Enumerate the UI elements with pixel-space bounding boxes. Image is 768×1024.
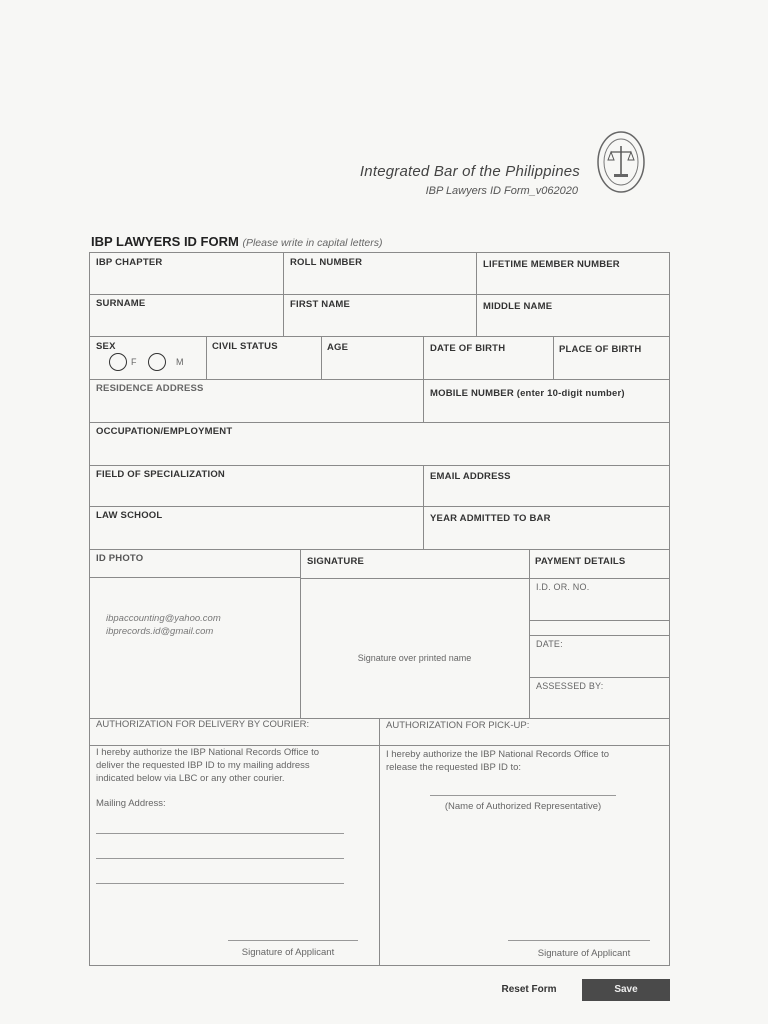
mailing-address-label: Mailing Address: [96, 798, 166, 809]
date-of-birth-field[interactable]: DATE OF BIRTH [430, 343, 506, 354]
ibp-seal-icon [596, 130, 646, 194]
col-divider [206, 336, 207, 379]
col-divider [321, 336, 322, 379]
field-of-specialization-field[interactable]: FIELD OF SPECIALIZATION [96, 469, 225, 480]
lifetime-member-number-field[interactable]: LIFETIME MEMBER NUMBER [483, 259, 620, 270]
representative-name-line[interactable] [430, 795, 616, 796]
row-divider [89, 465, 670, 466]
email-address-field[interactable]: EMAIL ADDRESS [430, 471, 511, 482]
pickup-signature-label: Signature of Applicant [537, 948, 631, 959]
middle-name-field[interactable]: MIDDLE NAME [483, 301, 553, 312]
courier-text-1: I hereby authorize the IBP National Records Office to [96, 747, 320, 758]
col-divider [529, 549, 530, 719]
pickup-heading: AUTHORIZATION FOR PICK-UP: [386, 720, 530, 731]
courier-signature-line[interactable] [228, 940, 358, 941]
save-button[interactable]: Save [582, 979, 670, 1001]
row-divider [89, 294, 670, 295]
payment-divider [529, 677, 670, 678]
sex-male-label: M [176, 357, 184, 367]
courier-signature-label: Signature of Applicant [241, 947, 335, 958]
row-divider [89, 336, 670, 337]
form-title-text: IBP LAWYERS ID FORM [91, 234, 239, 249]
courier-text-2: deliver the requested IBP ID to my mailing address [96, 760, 310, 771]
col-divider [423, 465, 424, 549]
row-divider [89, 549, 670, 550]
row-divider [89, 379, 670, 380]
occupation-field[interactable]: OCCUPATION/EMPLOYMENT [96, 426, 233, 437]
mailing-address-line-1[interactable] [96, 833, 344, 834]
header-divider [529, 578, 670, 579]
payment-divider [529, 620, 670, 621]
photo-email-1: ibpaccounting@yahoo.com [106, 613, 221, 624]
courier-heading: AUTHORIZATION FOR DELIVERY BY COURIER: [96, 719, 310, 730]
id-or-no-field[interactable]: I.D. OR. NO. [536, 582, 590, 592]
col-divider [476, 252, 477, 336]
form-title-note: (Please write in capital letters) [242, 237, 383, 249]
pickup-text-1: I hereby authorize the IBP National Records Office to [386, 749, 610, 760]
pickup-signature-line[interactable] [508, 940, 650, 941]
mobile-number-field[interactable]: MOBILE NUMBER (enter 10-digit number) [430, 388, 625, 399]
civil-status-field[interactable]: CIVIL STATUS [212, 341, 278, 352]
form-version: IBP Lawyers ID Form_v062020 [425, 185, 578, 197]
courier-text-3: indicated below via LBC or any other courier. [96, 773, 285, 784]
signature-label: SIGNATURE [307, 556, 365, 567]
representative-name-label: (Name of Authorized Representative) [444, 801, 602, 812]
mailing-address-line-3[interactable] [96, 883, 344, 884]
col-divider [379, 718, 380, 966]
col-divider [300, 549, 301, 719]
row-divider [89, 506, 670, 507]
organization-name: Integrated Bar of the Philippines [359, 163, 580, 180]
col-divider [423, 336, 424, 422]
mailing-address-line-2[interactable] [96, 858, 344, 859]
assessed-by-field[interactable]: ASSESSED BY: [536, 681, 604, 691]
first-name-field[interactable]: FIRST NAME [290, 299, 351, 310]
law-school-field[interactable]: LAW SCHOOL [96, 510, 163, 521]
photo-email-2: ibprecords.id@gmail.com [106, 626, 214, 637]
row-divider [89, 422, 670, 423]
sex-label: SEX [96, 341, 116, 352]
year-admitted-field[interactable]: YEAR ADMITTED TO BAR [430, 513, 551, 524]
surname-field[interactable]: SURNAME [96, 298, 146, 309]
sex-male-radio[interactable] [148, 353, 166, 371]
place-of-birth-field[interactable]: PLACE OF BIRTH [559, 344, 642, 355]
pickup-text-2: release the requested IBP ID to: [386, 762, 522, 773]
signature-caption: Signature over printed name [357, 653, 472, 663]
payment-details-label: PAYMENT DETAILS [535, 556, 626, 567]
ibp-chapter-field[interactable]: IBP CHAPTER [96, 257, 163, 268]
payment-divider [529, 635, 670, 636]
header-divider [300, 578, 529, 579]
age-field[interactable]: AGE [327, 342, 349, 353]
col-divider [283, 252, 284, 336]
residence-address-field[interactable]: RESIDENCE ADDRESS [96, 383, 204, 394]
id-photo-label: ID PHOTO [96, 553, 144, 564]
reset-form-button[interactable]: Reset Form [501, 984, 557, 995]
id-photo-upload-area[interactable] [90, 578, 299, 718]
payment-date-field[interactable]: DATE: [536, 639, 563, 649]
roll-number-field[interactable]: ROLL NUMBER [290, 257, 363, 268]
sex-female-radio[interactable] [109, 353, 127, 371]
form-title [91, 234, 383, 249]
col-divider [553, 336, 554, 379]
sex-female-label: F [131, 357, 137, 367]
